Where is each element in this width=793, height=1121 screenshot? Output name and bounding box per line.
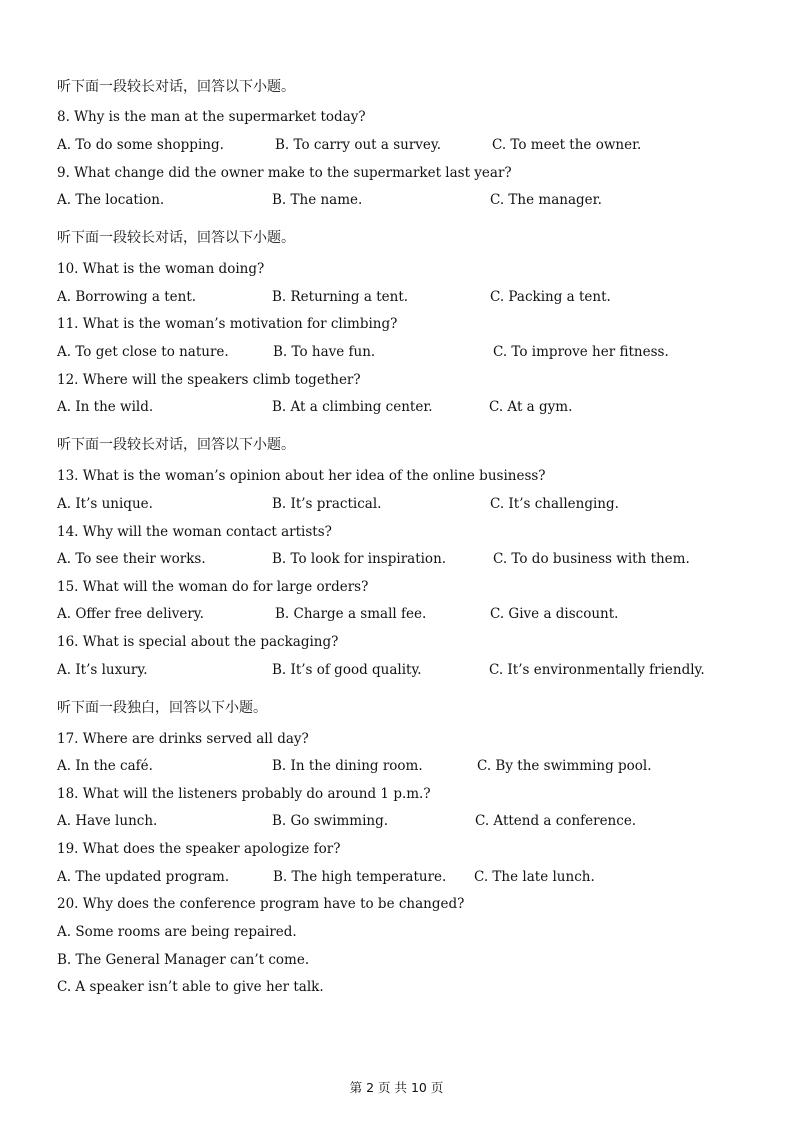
- question-16-stem: 16. What is special about the packaging?: [57, 634, 339, 650]
- question-18-option-b: B. Go swimming.: [272, 813, 389, 829]
- question-17-option-a: A. In the café.: [57, 758, 153, 774]
- question-15-option-b: B. Charge a small fee.: [275, 606, 427, 622]
- question-17-option-b: B. In the dining room.: [272, 758, 423, 774]
- question-17-option-c: C. By the swimming pool.: [477, 758, 652, 774]
- section-heading: 听下面一段较长对话，回答以下小题。: [57, 79, 295, 95]
- question-11-option-c: C. To improve her fitness.: [493, 344, 669, 360]
- section-heading: 听下面一段较长对话，回答以下小题。: [57, 230, 295, 246]
- question-12-option-c: C. At a gym.: [489, 399, 573, 415]
- question-9-option-a: A. The location.: [57, 192, 165, 208]
- question-20-option-c: C. A speaker isn’t able to give her talk.: [57, 979, 324, 995]
- question-19-option-a: A. The updated program.: [57, 869, 230, 885]
- page-number-footer: 第 2 页 共 10 页: [349, 1080, 444, 1095]
- question-16-option-a: A. It’s luxury.: [57, 662, 148, 678]
- question-11-option-a: A. To get close to nature.: [57, 344, 229, 360]
- question-12-option-a: A. In the wild.: [57, 399, 154, 415]
- question-13-stem: 13. What is the woman’s opinion about her idea of the online business?: [57, 468, 546, 484]
- question-16-option-c: C. It’s environmentally friendly.: [489, 662, 705, 678]
- question-20-option-a: A. Some rooms are being repaired.: [57, 924, 297, 940]
- question-14-stem: 14. Why will the woman contact artists?: [57, 524, 332, 540]
- question-8-option-c: C. To meet the owner.: [492, 137, 642, 153]
- question-20-stem: 20. Why does the conference program have to be changed?: [57, 896, 465, 912]
- question-9-option-b: B. The name.: [272, 192, 363, 208]
- question-13-option-c: C. It’s challenging.: [490, 496, 619, 512]
- question-12-option-b: B. At a climbing center.: [272, 399, 433, 415]
- question-8-stem: 8. Why is the man at the supermarket today?: [57, 109, 366, 125]
- question-11-stem: 11. What is the woman’s motivation for climbing?: [57, 316, 398, 332]
- question-12-stem: 12. Where will the speakers climb together?: [57, 372, 361, 388]
- question-14-option-a: A. To see their works.: [57, 551, 206, 567]
- question-13-option-b: B. It’s practical.: [272, 496, 382, 512]
- question-16-option-b: B. It’s of good quality.: [272, 662, 422, 678]
- question-14-option-b: B. To look for inspiration.: [272, 551, 447, 567]
- question-15-stem: 15. What will the woman do for large orders?: [57, 579, 369, 595]
- question-10-stem: 10. What is the woman doing?: [57, 261, 265, 277]
- question-11-option-b: B. To have fun.: [273, 344, 376, 360]
- question-15-option-a: A. Offer free delivery.: [57, 606, 204, 622]
- question-13-option-a: A. It’s unique.: [57, 496, 153, 512]
- question-18-option-c: C. Attend a conference.: [475, 813, 637, 829]
- section-heading: 听下面一段较长对话，回答以下小题。: [57, 437, 295, 453]
- question-15-option-c: C. Give a discount.: [490, 606, 619, 622]
- question-10-option-c: C. Packing a tent.: [490, 289, 611, 305]
- question-14-option-c: C. To do business with them.: [493, 551, 690, 567]
- question-10-option-a: A. Borrowing a tent.: [57, 289, 197, 305]
- question-9-option-c: C. The manager.: [490, 192, 602, 208]
- question-8-option-b: B. To carry out a survey.: [275, 137, 442, 153]
- question-18-option-a: A. Have lunch.: [57, 813, 158, 829]
- question-19-option-b: B. The high temperature.: [273, 869, 447, 885]
- question-17-stem: 17. Where are drinks served all day?: [57, 731, 309, 747]
- question-18-stem: 18. What will the listeners probably do around 1 p.m.?: [57, 786, 431, 802]
- question-8-option-a: A. To do some shopping.: [57, 137, 224, 153]
- question-19-stem: 19. What does the speaker apologize for?: [57, 841, 341, 857]
- question-9-stem: 9. What change did the owner make to the supermarket last year?: [57, 165, 512, 181]
- question-20-option-b: B. The General Manager can’t come.: [57, 952, 310, 968]
- question-19-option-c: C. The late lunch.: [474, 869, 595, 885]
- section-heading: 听下面一段独白，回答以下小题。: [57, 700, 267, 716]
- question-10-option-b: B. Returning a tent.: [272, 289, 409, 305]
